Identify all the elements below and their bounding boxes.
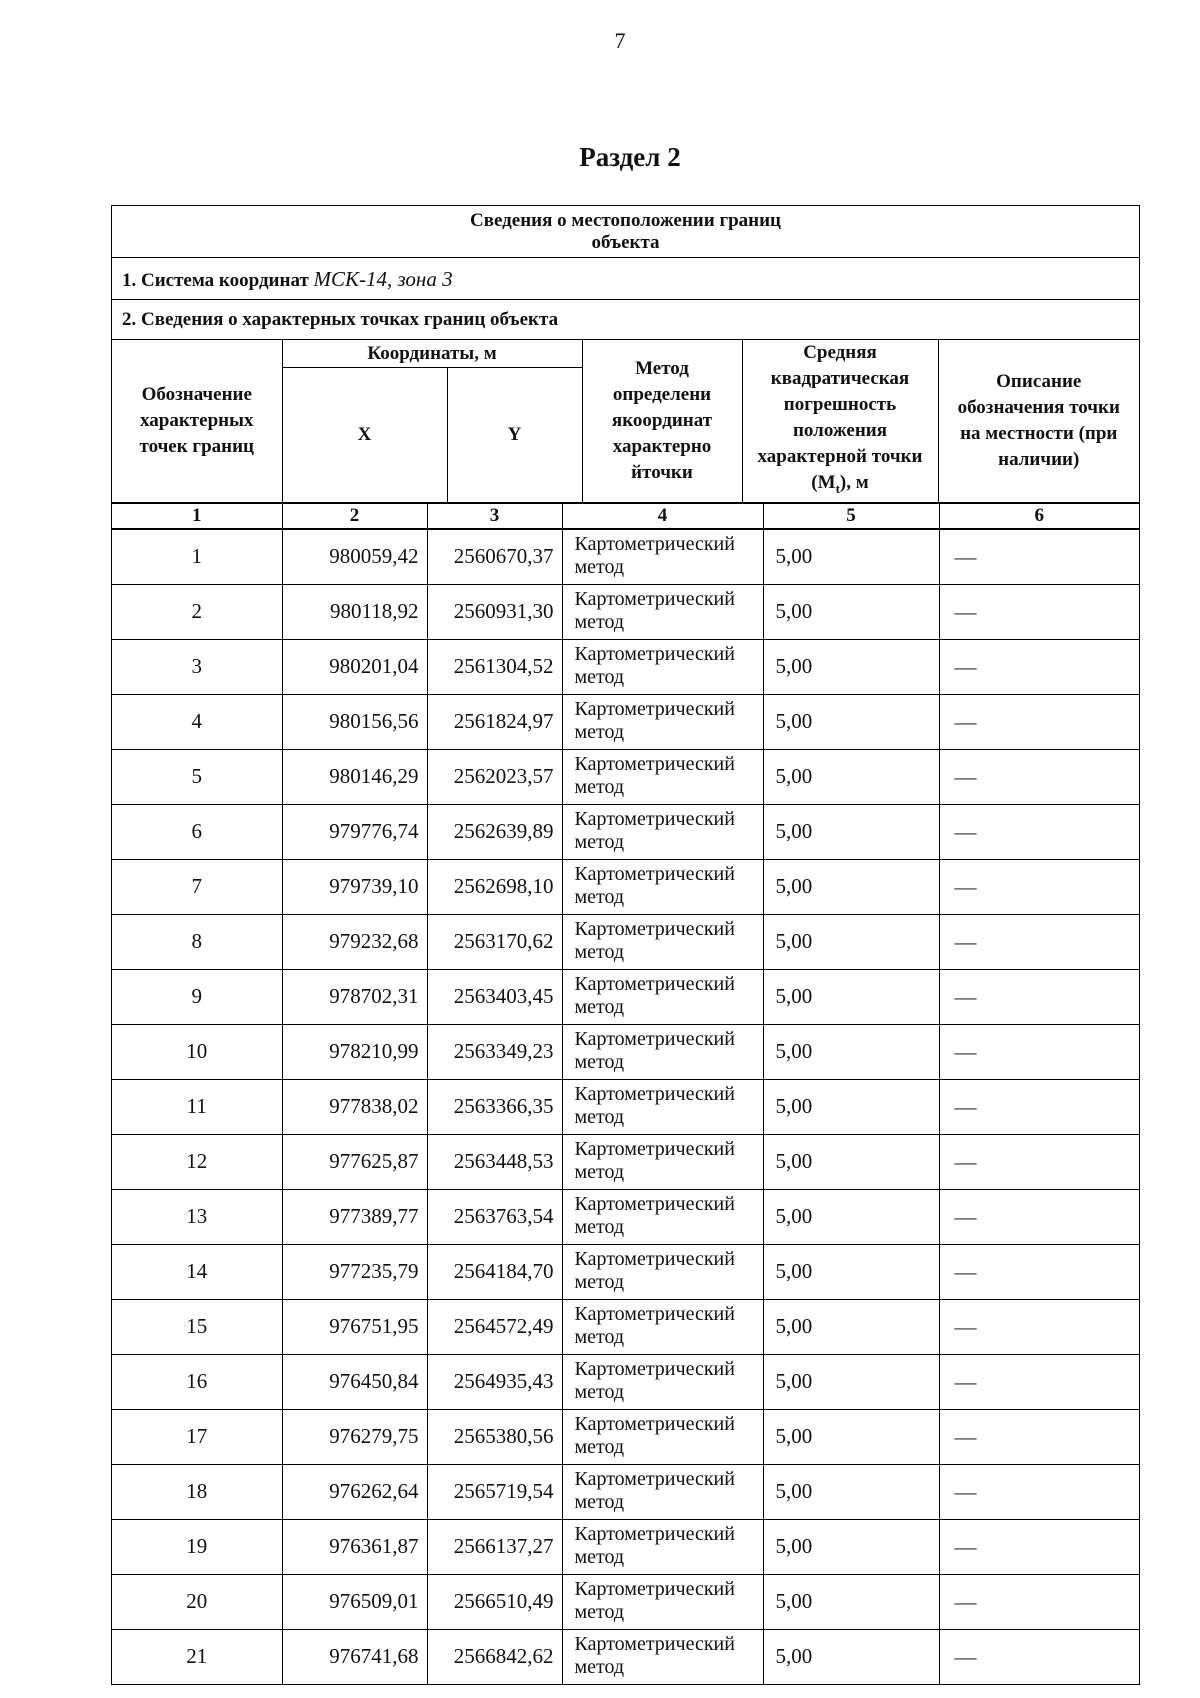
table-row [112, 1409, 1139, 1464]
coord-x: 979739,10 [282, 859, 427, 914]
accuracy: 5,00 [763, 639, 939, 694]
table-row [112, 914, 1139, 969]
header-description: Описание обозначения точки на местности (при наличии) [938, 340, 1139, 502]
description: — [939, 1629, 1139, 1684]
table-row [112, 1574, 1139, 1629]
table-row [112, 859, 1139, 914]
coord-x: 978702,31 [282, 969, 427, 1024]
accuracy: 5,00 [763, 1574, 939, 1629]
method-line1: Картометрический [574, 807, 735, 830]
method-line1: Картометрический [574, 1632, 735, 1655]
method [562, 1079, 763, 1134]
header-accuracy-unit: ), м [839, 472, 869, 493]
description: — [939, 914, 1139, 969]
accuracy: 5,00 [763, 694, 939, 749]
method-line2: метод [574, 610, 625, 633]
method-line2: метод [574, 555, 625, 578]
coord-x: 976361,87 [282, 1519, 427, 1574]
method [562, 1024, 763, 1079]
method-line2: метод [574, 1490, 625, 1513]
method [562, 1299, 763, 1354]
point-number: 7 [112, 859, 282, 914]
coord-y: 2563349,23 [427, 1024, 562, 1079]
method-line2: метод [574, 1380, 625, 1403]
table-row [112, 1464, 1139, 1519]
accuracy: 5,00 [763, 529, 939, 584]
table-row [112, 1629, 1139, 1684]
accuracy: 5,00 [763, 1244, 939, 1299]
column-number: 2 [282, 503, 427, 528]
method [562, 584, 763, 639]
method-line1: Картометрический [574, 1192, 735, 1215]
method-line2: метод [574, 1050, 625, 1073]
table-title [112, 206, 1139, 258]
accuracy: 5,00 [763, 1024, 939, 1079]
table-row [112, 1244, 1139, 1299]
description: — [939, 1354, 1139, 1409]
description: — [939, 1299, 1139, 1354]
description: — [939, 804, 1139, 859]
method-line2: метод [574, 720, 625, 743]
accuracy: 5,00 [763, 859, 939, 914]
coord-y: 2565719,54 [427, 1464, 562, 1519]
column-number: 5 [763, 503, 939, 528]
method-line1: Картометрический [574, 1467, 735, 1490]
table-row [112, 749, 1139, 804]
method [562, 749, 763, 804]
method-line1: Картометрический [574, 862, 735, 885]
coord-y: 2564572,49 [427, 1299, 562, 1354]
point-number: 21 [112, 1629, 282, 1684]
description: — [939, 584, 1139, 639]
method-line2: метод [574, 1105, 625, 1128]
point-number: 2 [112, 584, 282, 639]
description: — [939, 1519, 1139, 1574]
column-number: 1 [112, 503, 282, 528]
table-row [112, 1354, 1139, 1409]
coord-y: 2563448,53 [427, 1134, 562, 1189]
accuracy: 5,00 [763, 1134, 939, 1189]
description: — [939, 1244, 1139, 1299]
point-number: 1 [112, 529, 282, 584]
method [562, 1629, 763, 1684]
method [562, 859, 763, 914]
method [562, 1409, 763, 1464]
accuracy: 5,00 [763, 969, 939, 1024]
boundary-table-frame [111, 205, 1140, 1685]
coord-x: 976751,95 [282, 1299, 427, 1354]
accuracy: 5,00 [763, 914, 939, 969]
point-number: 18 [112, 1464, 282, 1519]
table-row [112, 1299, 1139, 1354]
column-number: 4 [562, 503, 763, 528]
coord-y: 2566137,27 [427, 1519, 562, 1574]
coord-y: 2563170,62 [427, 914, 562, 969]
method-line2: метод [574, 940, 625, 963]
point-number: 12 [112, 1134, 282, 1189]
method-line1: Картометрический [574, 1412, 735, 1435]
page-number: 7 [614, 28, 626, 53]
point-number: 17 [112, 1409, 282, 1464]
table-row [112, 584, 1139, 639]
table-row [112, 969, 1139, 1024]
description: — [939, 1024, 1139, 1079]
method-line1: Картометрический [574, 697, 735, 720]
method-line1: Картометрический [574, 752, 735, 775]
coord-y: 2564184,70 [427, 1244, 562, 1299]
coord-x: 976509,01 [282, 1574, 427, 1629]
coord-x: 977838,02 [282, 1079, 427, 1134]
method-line1: Картометрический [574, 917, 735, 940]
method [562, 694, 763, 749]
method-line2: метод [574, 995, 625, 1018]
point-number: 3 [112, 639, 282, 694]
coord-x: 980201,04 [282, 639, 427, 694]
method-line1: Картометрический [574, 1522, 735, 1545]
coord-y: 2560931,30 [427, 584, 562, 639]
description: — [939, 1134, 1139, 1189]
header-accuracy-sub: t [835, 480, 840, 496]
table-row [112, 694, 1139, 749]
method-line2: метод [574, 1270, 625, 1293]
table-title-line1: Сведения о местоположении границ [470, 210, 781, 231]
point-number: 5 [112, 749, 282, 804]
coord-y: 2565380,56 [427, 1409, 562, 1464]
point-number: 16 [112, 1354, 282, 1409]
coord-x: 979776,74 [282, 804, 427, 859]
description: — [939, 1079, 1139, 1134]
coord-system-row [112, 258, 1139, 300]
coord-y: 2561824,97 [427, 694, 562, 749]
header-method: Метод определени якоординат характерно йточки [582, 340, 742, 502]
point-number: 13 [112, 1189, 282, 1244]
header-y: Y [447, 368, 582, 502]
description: — [939, 639, 1139, 694]
method-line1: Картометрический [574, 1247, 735, 1270]
coord-x: 976741,68 [282, 1629, 427, 1684]
header-designation: Обозначение характерных точек границ [112, 340, 282, 502]
method-line2: метод [574, 1325, 625, 1348]
coord-x: 976279,75 [282, 1409, 427, 1464]
coord-x: 980059,42 [282, 529, 427, 584]
method-line2: метод [574, 665, 625, 688]
table-row [112, 1079, 1139, 1134]
description: — [939, 529, 1139, 584]
point-number: 10 [112, 1024, 282, 1079]
method-line1: Картометрический [574, 1577, 735, 1600]
point-number: 14 [112, 1244, 282, 1299]
method [562, 1134, 763, 1189]
coord-y: 2563366,35 [427, 1079, 562, 1134]
section-title: Раздел 2 [579, 142, 681, 172]
column-headers [112, 340, 1139, 503]
point-number: 20 [112, 1574, 282, 1629]
column-number: 6 [939, 503, 1139, 528]
coord-y: 2563403,45 [427, 969, 562, 1024]
point-number: 8 [112, 914, 282, 969]
method [562, 1464, 763, 1519]
coord-y: 2562639,89 [427, 804, 562, 859]
coord-x: 980156,56 [282, 694, 427, 749]
description: — [939, 749, 1139, 804]
method-line1: Картометрический [574, 1027, 735, 1050]
point-number: 15 [112, 1299, 282, 1354]
accuracy: 5,00 [763, 1464, 939, 1519]
coord-x: 980118,92 [282, 584, 427, 639]
coord-system-value: МСК-14, зона 3 [313, 267, 453, 291]
header-x: X [282, 368, 447, 502]
description: — [939, 1409, 1139, 1464]
coord-x: 977625,87 [282, 1134, 427, 1189]
table-row [112, 1519, 1139, 1574]
method-line2: метод [574, 1655, 625, 1678]
accuracy: 5,00 [763, 1189, 939, 1244]
description: — [939, 694, 1139, 749]
method [562, 914, 763, 969]
coord-y: 2562698,10 [427, 859, 562, 914]
coord-y: 2562023,57 [427, 749, 562, 804]
method-line1: Картометрический [574, 1082, 735, 1105]
coord-x: 977389,77 [282, 1189, 427, 1244]
description: — [939, 969, 1139, 1024]
description: — [939, 1189, 1139, 1244]
table-row [112, 1024, 1139, 1079]
accuracy: 5,00 [763, 1079, 939, 1134]
method [562, 969, 763, 1024]
coord-system-label: 1. Система координат [122, 270, 309, 291]
method [562, 1354, 763, 1409]
point-number: 19 [112, 1519, 282, 1574]
points-heading: 2. Сведения о характерных точках границ объекта [112, 300, 1139, 340]
accuracy: 5,00 [763, 804, 939, 859]
point-number: 4 [112, 694, 282, 749]
method-line2: метод [574, 830, 625, 853]
coord-x: 979232,68 [282, 914, 427, 969]
table-row [112, 1189, 1139, 1244]
header-coordinates: Координаты, м [282, 340, 582, 368]
coord-x: 976262,64 [282, 1464, 427, 1519]
method [562, 1189, 763, 1244]
method-line1: Картометрический [574, 642, 735, 665]
method-line1: Картометрический [574, 1302, 735, 1325]
method-line2: метод [574, 775, 625, 798]
coord-y: 2563763,54 [427, 1189, 562, 1244]
description: — [939, 859, 1139, 914]
header-accuracy-text: Средняя квадратическая погрешность положения характерной точки (M [757, 342, 923, 493]
point-number: 11 [112, 1079, 282, 1134]
method-line1: Картометрический [574, 972, 735, 995]
coord-x: 980146,29 [282, 749, 427, 804]
point-number: 9 [112, 969, 282, 1024]
accuracy: 5,00 [763, 584, 939, 639]
coord-y: 2566842,62 [427, 1629, 562, 1684]
coord-y: 2561304,52 [427, 639, 562, 694]
method [562, 1574, 763, 1629]
coord-x: 977235,79 [282, 1244, 427, 1299]
accuracy: 5,00 [763, 1354, 939, 1409]
method [562, 1519, 763, 1574]
points-table [112, 529, 1139, 1684]
coord-y: 2564935,43 [427, 1354, 562, 1409]
table-row [112, 804, 1139, 859]
point-number: 6 [112, 804, 282, 859]
table-title-line2: объекта [591, 232, 660, 253]
coord-x: 976450,84 [282, 1354, 427, 1409]
accuracy: 5,00 [763, 1409, 939, 1464]
table-row [112, 639, 1139, 694]
accuracy: 5,00 [763, 749, 939, 804]
method-line1: Картометрический [574, 1137, 735, 1160]
accuracy: 5,00 [763, 1299, 939, 1354]
method-line1: Картометрический [574, 1357, 735, 1380]
method-line2: метод [574, 1600, 625, 1623]
accuracy: 5,00 [763, 1519, 939, 1574]
method [562, 529, 763, 584]
description: — [939, 1464, 1139, 1519]
column-number: 3 [427, 503, 562, 528]
coord-y: 2566510,49 [427, 1574, 562, 1629]
method [562, 804, 763, 859]
accuracy: 5,00 [763, 1629, 939, 1684]
column-numbers-row [112, 503, 1139, 529]
coord-x: 978210,99 [282, 1024, 427, 1079]
coord-y: 2560670,37 [427, 529, 562, 584]
method-line2: метод [574, 1215, 625, 1238]
method [562, 1244, 763, 1299]
header-accuracy [742, 340, 938, 502]
method-line1: Картометрический [574, 532, 735, 555]
method-line1: Картометрический [574, 587, 735, 610]
method-line2: метод [574, 1160, 625, 1183]
method [562, 639, 763, 694]
table-row [112, 1134, 1139, 1189]
method-line2: метод [574, 1545, 625, 1568]
method-line2: метод [574, 1435, 625, 1458]
method-line2: метод [574, 885, 625, 908]
table-row [112, 529, 1139, 584]
description: — [939, 1574, 1139, 1629]
